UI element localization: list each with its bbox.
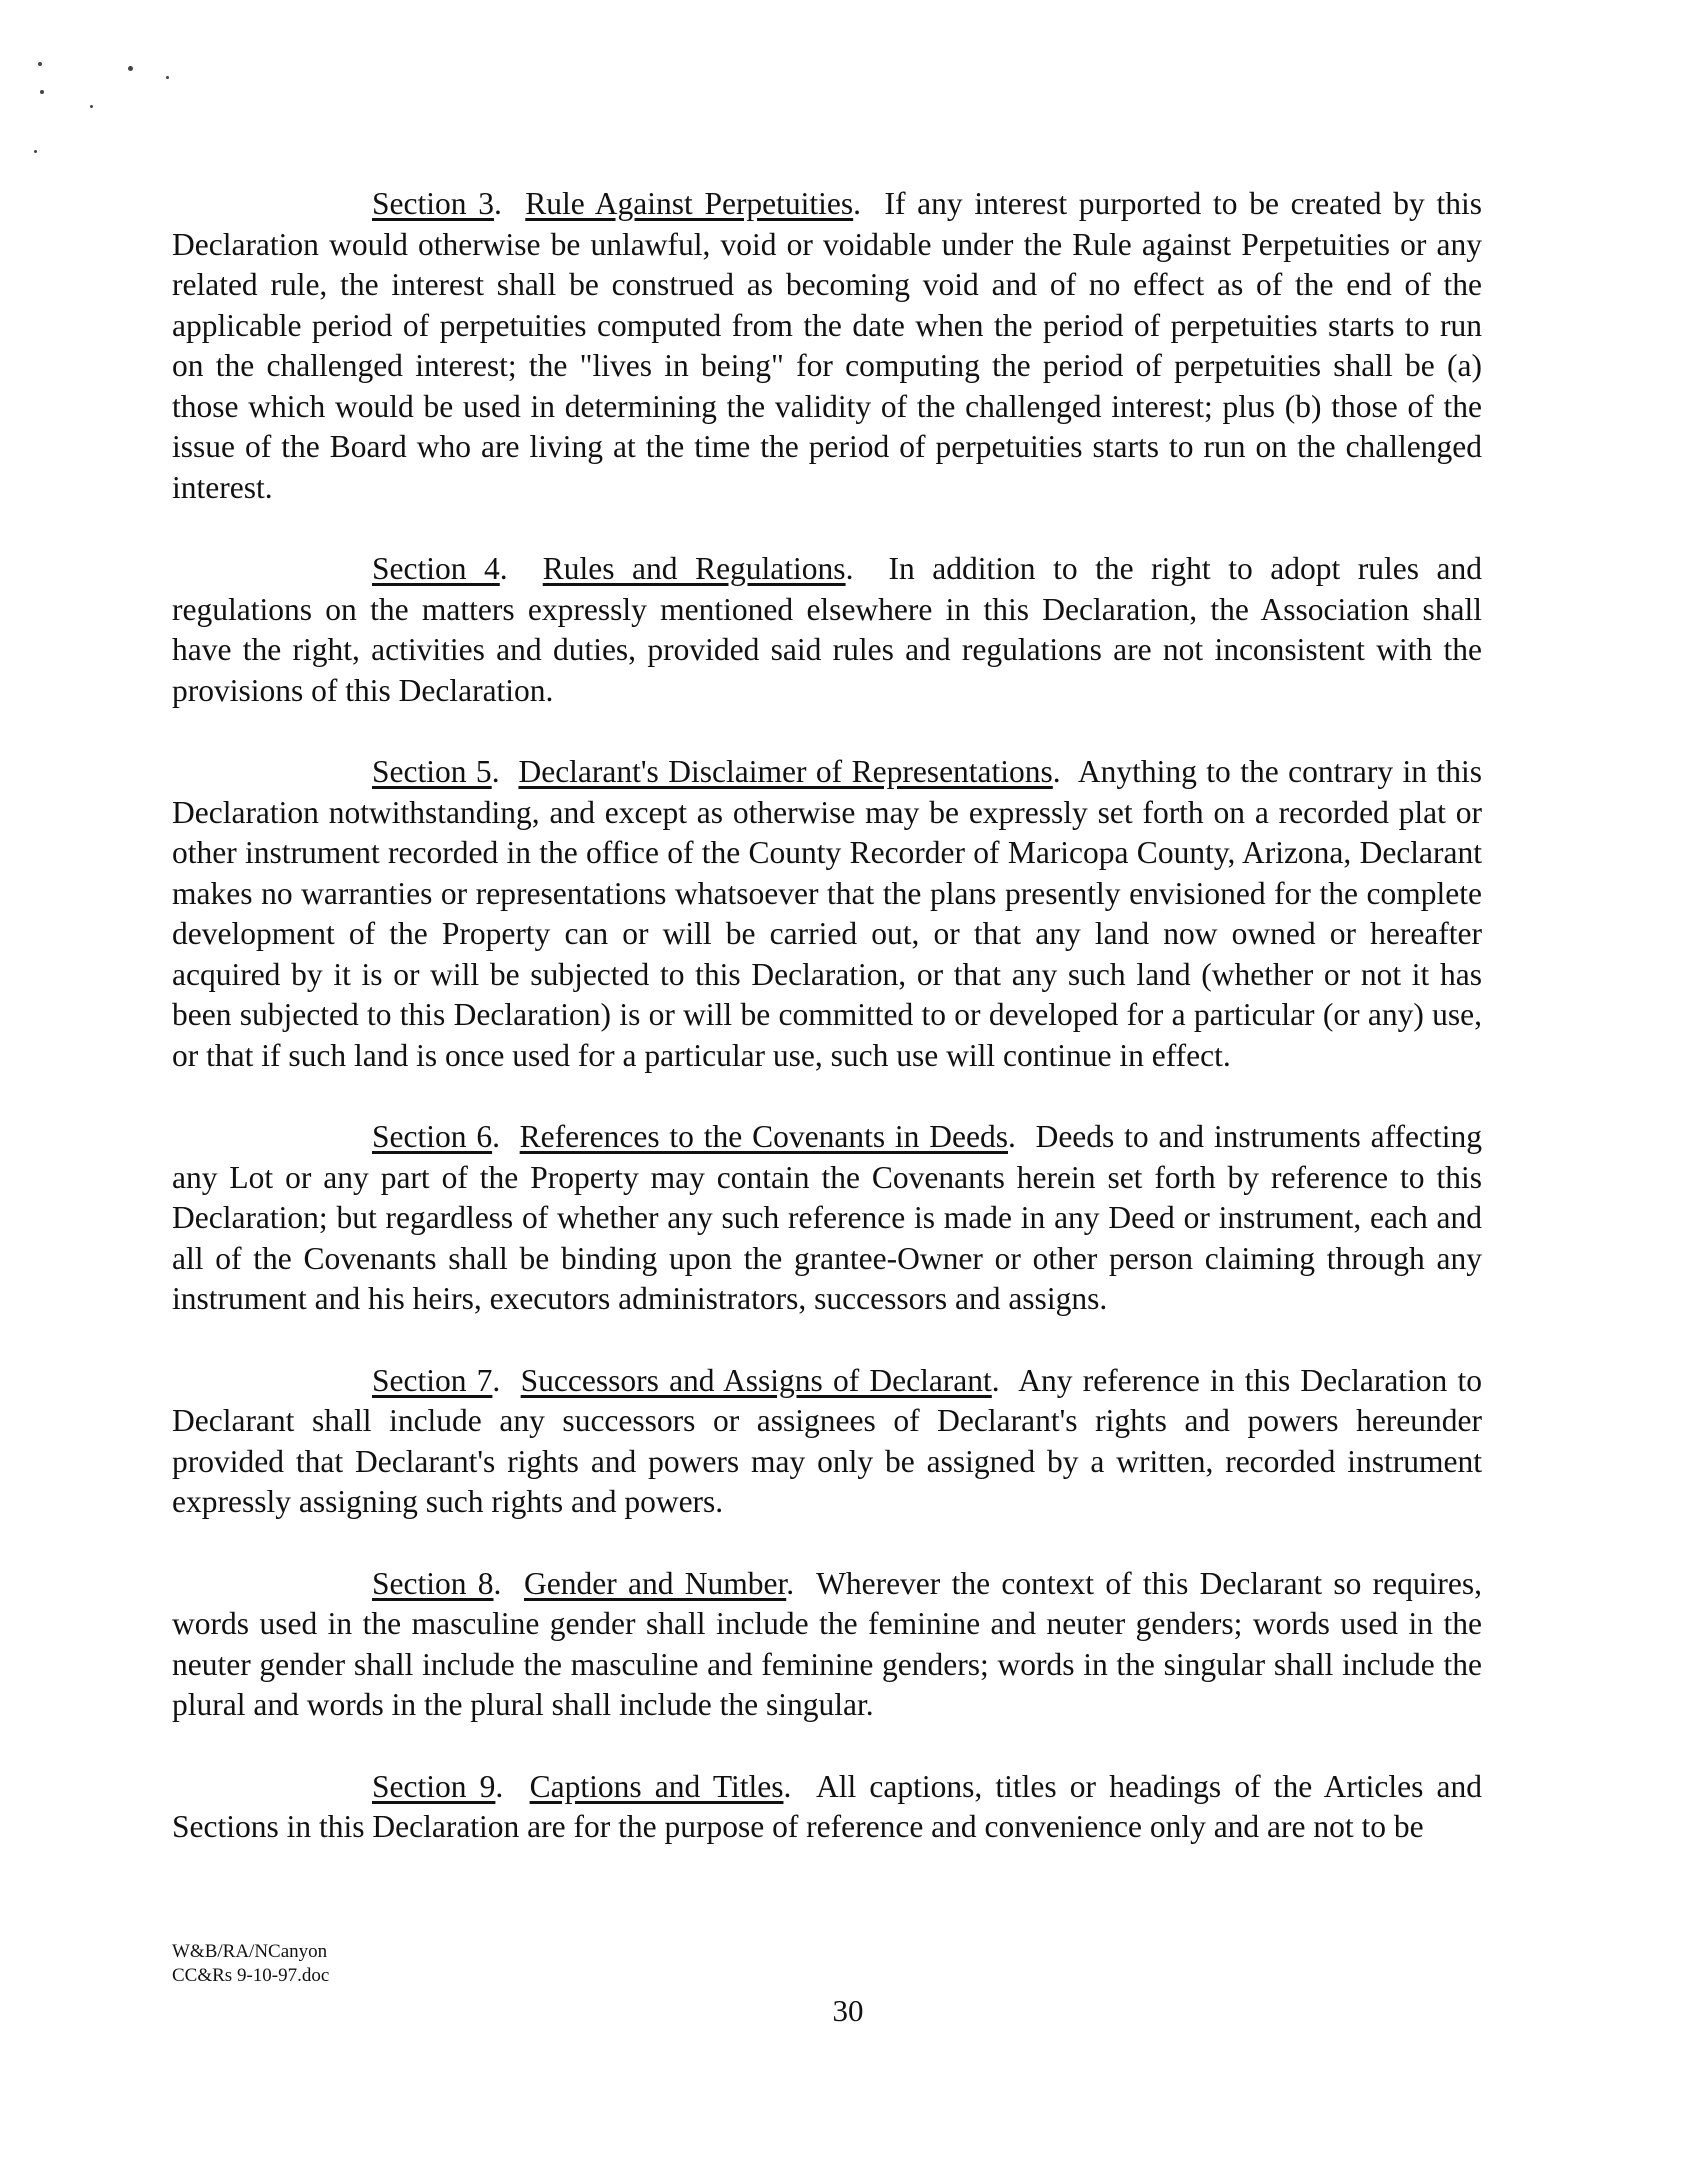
- section-body: In addition to the right to adopt rules and regulations on the matters expressly mentioned elsewhere in this Declaration, the Association shall have the right, activities and duties, provided said rules and regulations are not inconsistent with the provisions of this Declaration.: [172, 551, 1483, 708]
- scan-speck: [166, 76, 169, 79]
- section-title: Rules and Regulations: [542, 551, 846, 586]
- document-footer: [172, 1940, 329, 1988]
- scan-speck: [128, 66, 133, 71]
- section-title: Captions and Titles: [529, 1768, 784, 1804]
- section-body: Deeds to and instruments affecting any Lot or any part of the Property may contain the Covenants herein set forth by reference to this Declaration; but regardless of whether any such reference is made in any Deed or instrument, each and all of the Covenants shall be binding upon the grantee-Owner or other person claiming through any instrument and his heirs, executors administrators, successors and assigns.: [172, 1119, 1483, 1316]
- footer-file-name: CC&Rs 9-10-97.doc: [172, 1965, 330, 1986]
- section-5: Section 5. Declarant's Disclaimer of Representations. Anything to the contrary in this Declaration notwithstanding, and except as otherwise may be expressly set forth on a recorded plat or other instrument recorded in the office of the County Recorder of Maricopa County, Arizona, Declarant makes no warranties or representations whatsoever that the plans presently envisioned for the complete development of the Property can or will be carried out, or that any land now owned or hereafter acquired by it is or will be subjected to this Declaration, or that any such land (whether or not it has been subjected to this Declaration) is or will be committed to or developed for a particular (or any) use, or that if such land is once used for a particular use, such use will continue in effect.: [172, 754, 1483, 1073]
- section-title: Rule Against Perpetuities: [525, 186, 854, 221]
- section-6: Section 6. References to the Covenants in Deeds. Deeds to and instruments affecting any Lot or any part of the Property may contain the Covenants herein set forth by reference to this Declaration; but regardless of whether any such reference is made in any Deed or instrument, each and all of the Covenants shall be binding upon the grantee-Owner or other person claiming through any instrument and his heirs, executors administrators, successors and assigns.: [172, 1119, 1483, 1316]
- footer-file-path: W&B/RA/NCanyon: [172, 1941, 328, 1962]
- section-4: Section 4. Rules and Regulations. In addition to the right to adopt rules and regulations on the matters expressly mentioned elsewhere in this Declaration, the Association shall have the right, activities and duties, provided said rules and regulations are not inconsistent with the provisions of this Declaration.: [172, 551, 1483, 708]
- section-8: Section 8. Gender and Number. Wherever the context of this Declarant so requires, words used in the masculine gender shall include the feminine and neuter genders; words used in the neuter gender shall include the masculine and feminine genders; words in the singular shall include the plural and words in the plural shall include the singular.: [172, 1565, 1482, 1722]
- section-title: Gender and Number: [523, 1565, 787, 1601]
- section-number: Section 5: [372, 754, 492, 789]
- section-body: Wherever the context of this Declarant so requires, words used in the masculine gender shall include the feminine and neuter genders; words used in the neuter gender shall include the masculine and feminine genders; words in the singular shall include the plural and words in the plural shall include the singular.: [172, 1565, 1482, 1722]
- section-number: Section 9: [372, 1768, 496, 1804]
- section-number: Section 8: [372, 1565, 494, 1601]
- scan-speck: [40, 90, 44, 94]
- scan-speck: [38, 62, 42, 66]
- section-number: Section 6: [372, 1119, 493, 1154]
- scan-speck: [34, 150, 37, 153]
- section-title: Declarant's Disclaimer of Representations: [518, 754, 1053, 789]
- section-3: Section 3. Rule Against Perpetuities. If any interest purported to be created by this Declaration would otherwise be unlawful, void or voidable under the Rule against Perpetuities or any related rule, the interest shall be construed as becoming void and of no effect as of the end of the applicable period of perpetuities computed from the date when the period of perpetuities starts to run on the challenged interest; the "lives in being" for computing the period of perpetuities shall be (a) those which would be used in determining the validity of the challenged interest; plus (b) those of the issue of the Board who are living at the time the period of perpetuities starts to run on the challenged interest.: [172, 186, 1483, 505]
- section-body: Any reference in this Declaration to Declarant shall include any successors or assignees of Declarant's rights and powers hereunder provided that Declarant's rights and powers may only be assigned by a written, recorded instrument expressly assigning such rights and powers.: [172, 1362, 1482, 1519]
- section-number: Section 7: [372, 1362, 493, 1398]
- section-title: References to the Covenants in Deeds: [519, 1119, 1008, 1154]
- section-body: All captions, titles or headings of the Articles and Sections in this Declaration are for the purpose of reference and convenience only and are not to be: [172, 1768, 1482, 1844]
- document-body: [172, 184, 1482, 1889]
- section-9: Section 9. Captions and Titles. All captions, titles or headings of the Articles and Sections in this Declaration are for the purpose of reference and convenience only and are not to be: [172, 1768, 1482, 1844]
- page-number: 30: [832, 1993, 864, 2028]
- section-body: If any interest purported to be created by this Declaration would otherwise be unlawful, void or voidable under the Rule against Perpetuities or any related rule, the interest shall be construed as becoming void and of no effect as of the end of the applicable period of perpetuities computed from the date when the period of perpetuities starts to run on the challenged interest; the "lives in being" for computing the period of perpetuities shall be (a) those which would be used in determining the validity of the challenged interest; plus (b) those of the issue of the Board who are living at the time the period of perpetuities starts to run on the challenged interest.: [172, 186, 1483, 505]
- scan-speck: [90, 105, 93, 108]
- section-title: Successors and Assigns of Declarant: [520, 1362, 992, 1398]
- section-body: Anything to the contrary in this Declaration notwithstanding, and except as otherwise may be expressly set forth on a recorded plat or other instrument recorded in the office of the County Recorder of Maricopa County, Arizona, Declarant makes no warranties or representations whatsoever that the plans presently envisioned for the complete development of the Property can or will be carried out, or that any land now owned or hereafter acquired by it is or will be subjected to this Declaration, or that any such land (whether or not it has been subjected to this Declaration) is or will be committed to or developed for a particular (or any) use, or that if such land is once used for a particular use, such use will continue in effect.: [172, 754, 1483, 1073]
- section-number: Section 4: [372, 551, 500, 586]
- section-7: Section 7. Successors and Assigns of Declarant. Any reference in this Declaration to Declarant shall include any successors or assignees of Declarant's rights and powers hereunder provided that Declarant's rights and powers may only be assigned by a written, recorded instrument expressly assigning such rights and powers.: [172, 1362, 1482, 1519]
- section-number: Section 3: [372, 186, 494, 221]
